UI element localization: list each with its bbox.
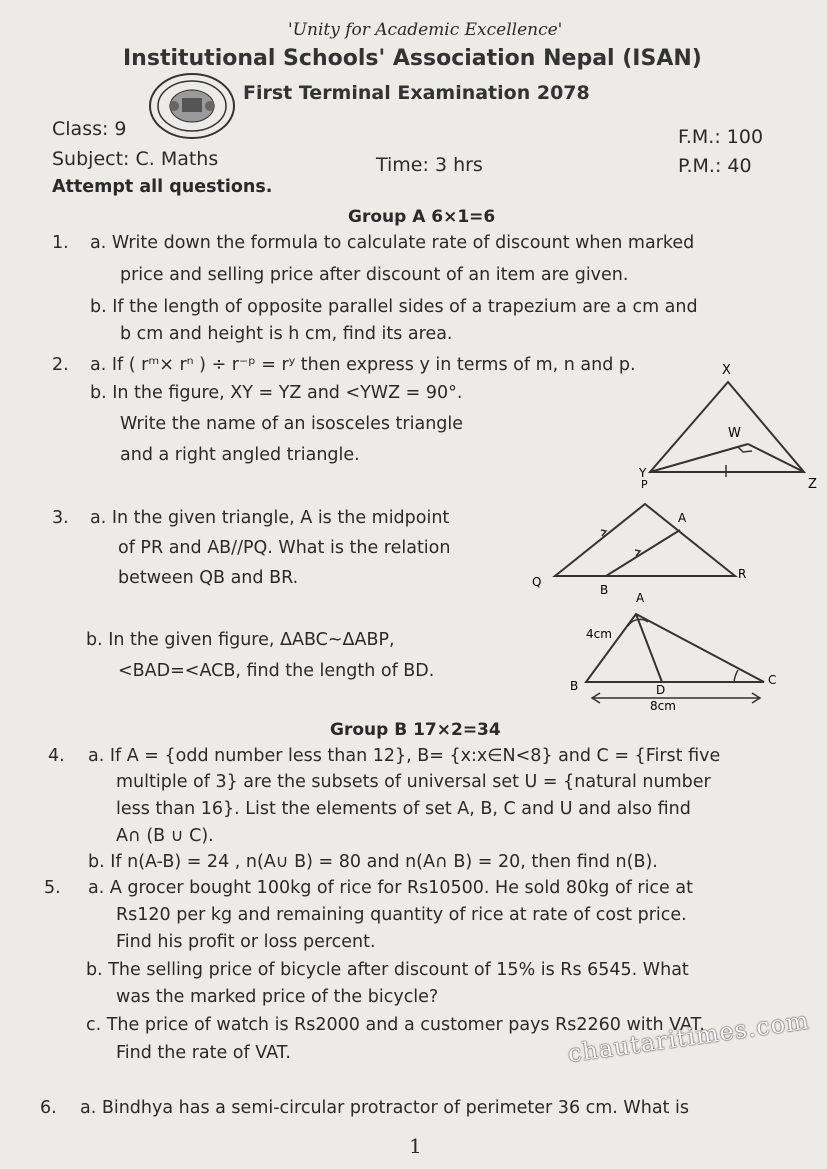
figure-pqr-triangle	[530, 500, 770, 600]
q2b-line1: b. In the figure, XY = YZ and <YWZ = 90°.	[90, 383, 463, 403]
q5b-line2: was the marked price of the bicycle?	[116, 987, 439, 1007]
fig3-side-label: 4cm	[586, 627, 612, 641]
q4-number: 4.	[48, 746, 65, 766]
q1b-line1: b. If the length of opposite parallel sides of a trapezium are a cm and	[90, 297, 698, 317]
q5a-line2: Rs120 per kg and remaining quantity of rice at rate of cost price.	[116, 905, 687, 925]
q4a-line4: A∩ (B ∪ C).	[116, 826, 214, 846]
fig3-base-label: 8cm	[650, 699, 676, 713]
organization-title: Institutional Schools' Association Nepal (ISAN)	[123, 46, 702, 71]
fig3-label-a: A	[636, 591, 645, 605]
fig1-label-y: Y	[639, 466, 647, 480]
group-b-heading: Group B 17×2=34	[330, 720, 501, 740]
watermark-text: chautaritimes.com	[566, 1006, 812, 1068]
q3-number: 3.	[52, 508, 69, 528]
q5a-line3: Find his profit or loss percent.	[116, 932, 376, 952]
fig2-label-b: B	[600, 583, 609, 597]
fig1-label-p: P	[641, 478, 648, 491]
fig3-label-d: D	[656, 683, 666, 697]
fig2-label-q: Q	[532, 575, 542, 589]
q6a-line1: a. Bindhya has a semi-circular protractor of perimeter 36 cm. What is	[80, 1098, 689, 1118]
q5-number: 5.	[44, 878, 61, 898]
q5a-line1: a. A grocer bought 100kg of rice for Rs10500. He sold 80kg of rice at	[88, 878, 693, 898]
figure-xyz-triangle	[630, 360, 827, 495]
exam-title: First Terminal Examination 2078	[243, 82, 590, 104]
pass-marks: P.M.: 40	[678, 155, 752, 177]
figure-abc-triangle	[562, 590, 792, 715]
q3b-line2: <BAD=<ACB, find the length of BD.	[118, 661, 435, 681]
q5c-line2: Find the rate of VAT.	[116, 1043, 291, 1063]
q3a-line2: of PR and AB//PQ. What is the relation	[118, 538, 451, 558]
q1-number: 1.	[52, 233, 69, 253]
q1a-line2: price and selling price after discount of an item are given.	[120, 265, 629, 285]
fig2-label-a: A	[678, 511, 687, 525]
fig2-label-r: R	[738, 567, 747, 581]
fig1-label-w: W	[728, 426, 741, 441]
q2b-line3: and a right angled triangle.	[120, 445, 360, 465]
instruction: Attempt all questions.	[52, 177, 273, 197]
q3a-line3: between QB and BR.	[118, 568, 299, 588]
page-number: 1	[409, 1134, 422, 1158]
q4b-line: b. If n(A-B) = 24 , n(A∪ B) = 80 and n(A∩ B) = 20, then find n(B).	[88, 852, 658, 872]
q4a-line3: less than 16}. List the elements of set A, B, C and U and also find	[116, 799, 691, 819]
q2a-line: a. If ( rᵐ× rⁿ ) ÷ r⁻ᵖ = rʸ then express y in terms of m, n and p.	[90, 355, 636, 375]
q3a-line1: a. In the given triangle, A is the midpoint	[90, 508, 450, 528]
fig3-label-b: B	[570, 679, 579, 693]
time-label: Time: 3 hrs	[376, 154, 483, 176]
motto: 'Unity for Academic Excellence'	[288, 20, 563, 40]
subject-label: Subject: C. Maths	[52, 148, 219, 170]
q1b-line2: b cm and height is h cm, find its area.	[120, 324, 453, 344]
q5c-line1: c. The price of watch is Rs2000 and a customer pays Rs2260 with VAT.	[86, 1015, 705, 1035]
q2-number: 2.	[52, 355, 69, 375]
q3b-line1: b. In the given figure, ΔABC~ΔABP,	[86, 630, 395, 650]
q5b-line1: b. The selling price of bicycle after discount of 15% is Rs 6545. What	[86, 960, 689, 980]
isan-logo-icon	[148, 72, 236, 140]
fig1-label-x: X	[722, 363, 731, 378]
group-a-heading: Group A 6×1=6	[348, 207, 496, 227]
class-label: Class: 9	[52, 118, 127, 140]
q2b-line2: Write the name of an isosceles triangle	[120, 414, 464, 434]
fig3-label-c: C	[768, 673, 777, 687]
q1a-line1: a. Write down the formula to calculate rate of discount when marked	[90, 233, 695, 253]
full-marks: F.M.: 100	[678, 126, 764, 148]
q6-number: 6.	[40, 1098, 57, 1118]
q4a-line2: multiple of 3} are the subsets of universal set U = {natural number	[116, 772, 711, 792]
q4a-line1: a. If A = {odd number less than 12}, B= {x:x∈N<8} and C = {First five	[88, 746, 721, 766]
fig1-label-z: Z	[808, 477, 817, 492]
